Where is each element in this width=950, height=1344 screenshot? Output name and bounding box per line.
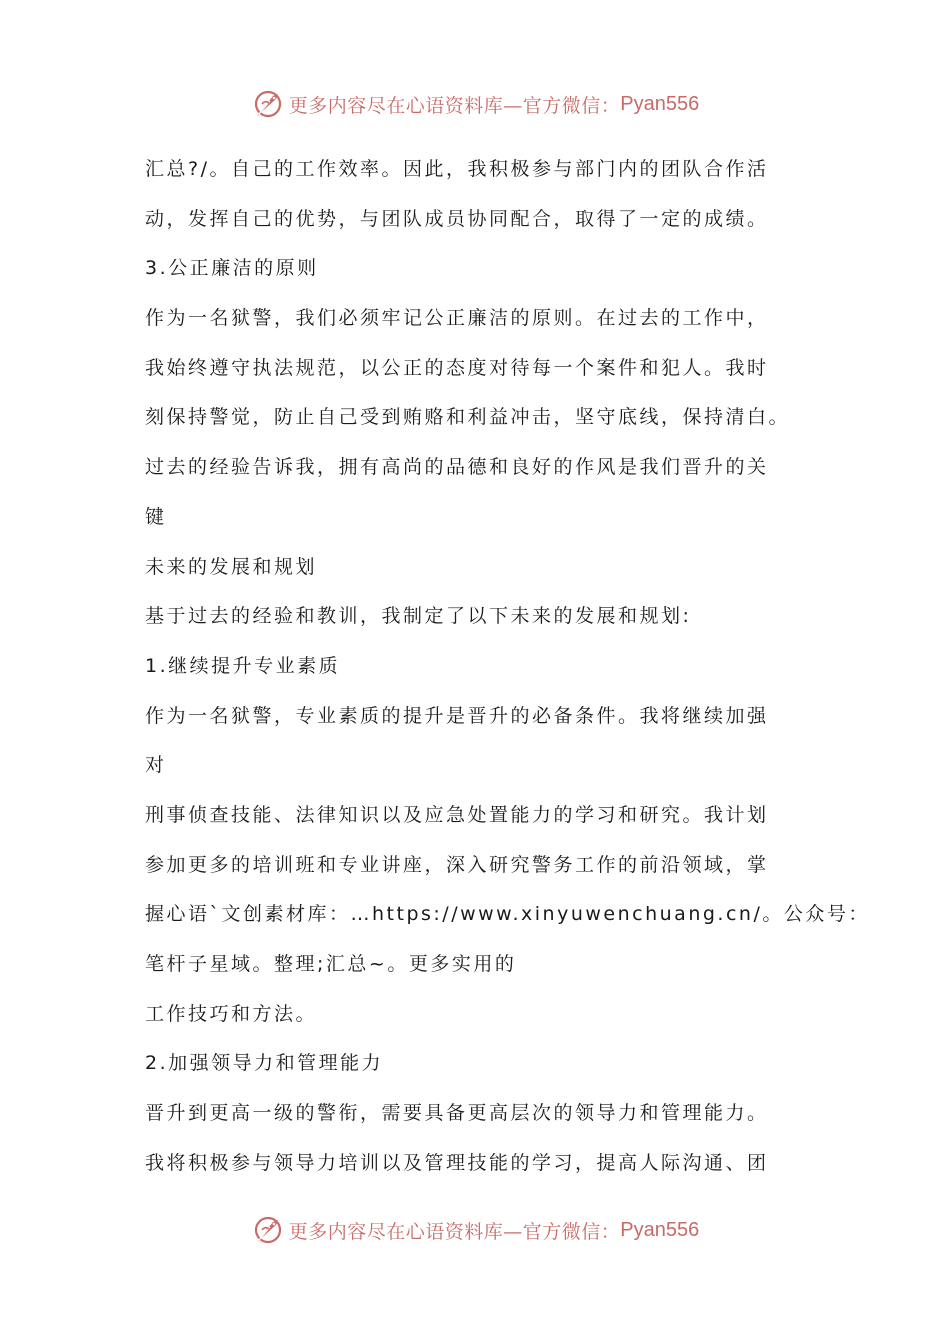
section-heading: 1.继续提升专业素质	[145, 654, 341, 677]
body-line: 作为一名狱警，我们必须牢记公正廉洁的原则。在过去的工作中，	[145, 307, 769, 330]
body-line: 刻保持警觉，防止自己受到贿赂和利益冲击，坚守底线，保持清白。	[145, 406, 791, 429]
body-line: 工作技巧和方法。	[145, 1002, 318, 1025]
body-line: 我始终遵守执法规范，以公正的态度对待每一个案件和犯人。我时	[145, 356, 769, 379]
footer-banner-content	[251, 1213, 699, 1247]
body-line: 汇总?/。自己的工作效率。因此，我积极参与部门内的团队合作活	[145, 158, 769, 180]
footer-banner	[0, 1210, 950, 1250]
pen-nib-logo-icon	[251, 87, 285, 121]
body-line: 参加更多的培训班和专业讲座，深入研究警务工作的前沿领域，掌	[145, 853, 769, 876]
section-heading: 未来的发展和规划	[145, 555, 318, 578]
body-line: 晋升到更高一级的警衔，需要具备更高层次的领导力和管理能力。	[145, 1102, 769, 1125]
body-line: 基于过去的经验和教训，我制定了以下未来的发展和规划:	[145, 605, 692, 628]
body-line: 对	[145, 754, 167, 777]
section-heading: 3.公正廉洁的原则	[145, 257, 319, 280]
header-banner-content	[251, 87, 699, 121]
body-line: 作为一名狱警，专业素质的提升是晋升的必备条件。我将继续加强	[145, 704, 769, 727]
body-line: 握心语`文创素材库：…https://www.xinyuwenchuang.cn/。公众号：	[145, 903, 870, 926]
document-body	[145, 145, 870, 1188]
footer-wechat-id: Pyan556	[620, 1218, 700, 1241]
body-line: 动，发挥自己的优势，与团队成员协同配合，取得了一定的成绩。	[145, 207, 769, 230]
header-banner	[0, 84, 950, 124]
footer-banner-text: 更多内容尽在心语资料库—官方微信：	[288, 1220, 621, 1243]
body-line: 笔杆子星域。整理;汇总~。更多实用的	[145, 953, 517, 975]
body-line: 我将积极参与领导力培训以及管理技能的学习，提高人际沟通、团	[145, 1151, 769, 1174]
pen-nib-logo-icon	[251, 1213, 285, 1247]
body-line: 键	[145, 505, 167, 528]
section-heading: 2.加强领导力和管理能力	[145, 1052, 384, 1075]
header-banner-text: 更多内容尽在心语资料库—官方微信：	[288, 94, 621, 117]
body-line: 刑事侦查技能、法律知识以及应急处置能力的学习和研究。我计划	[145, 803, 769, 826]
header-wechat-id: Pyan556	[620, 92, 700, 115]
body-line: 过去的经验告诉我，拥有高尚的品德和良好的作风是我们晋升的关	[145, 456, 769, 479]
